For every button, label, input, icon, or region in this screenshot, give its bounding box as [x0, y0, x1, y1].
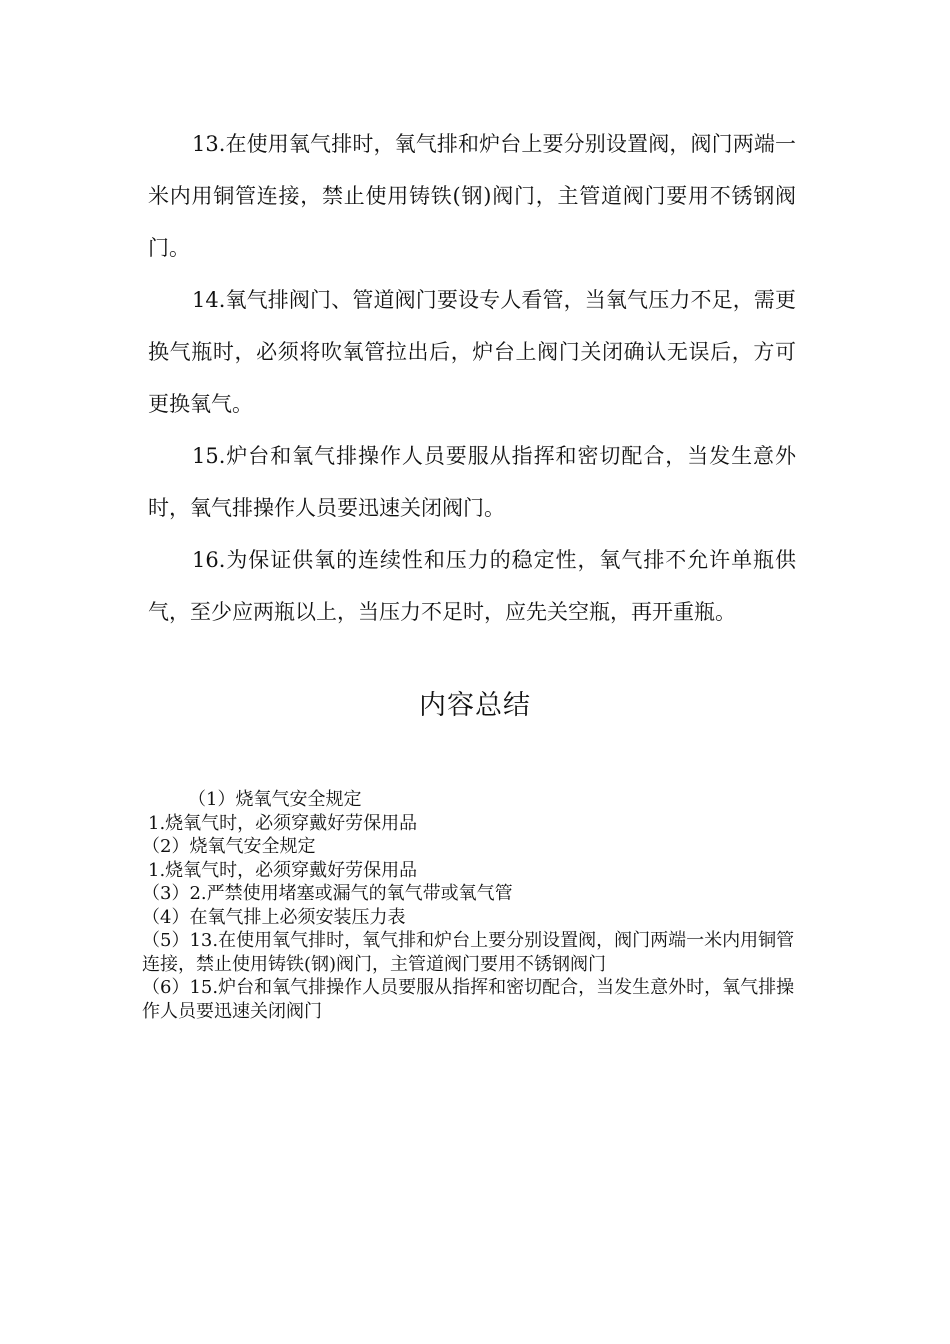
summary-item: （2）烧氧气安全规定: [142, 836, 316, 857]
summary-title: 内容总结: [419, 690, 531, 721]
paragraph-14: 14.氧气排阀门、管道阀门要设专人看管，当氧气压力不足，需更换气瓶时，必须将吹氧管拉出后，炉台上阀门关闭确认无误后，方可更换氧气。: [148, 288, 796, 416]
summary-list: [142, 788, 796, 1023]
summary-item: （5）13.在使用氧气排时，氧气排和炉台上要分别设置阀，阀门两端一米内用铜管连接，禁止使用铸铁(钢)阀门，主管道阀门要用不锈钢阀门: [142, 930, 795, 975]
summary-item: （3）2.严禁使用堵塞或漏气的氧气带或氧气管: [142, 883, 513, 904]
paragraph-13: 13.在使用氧气排时，氧气排和炉台上要分别设置阀，阀门两端一米内用铜管连接，禁止使用铸铁(钢)阀门，主管道阀门要用不锈钢阀门。: [148, 132, 796, 260]
summary-item: 1.烧氧气时，必须穿戴好劳保用品: [148, 859, 418, 881]
summary-item: （4）在氧气排上必须安装压力表: [142, 906, 406, 928]
body-text: [148, 118, 796, 638]
summary-item: 1.烧氧气时，必须穿戴好劳保用品: [148, 812, 418, 834]
summary-item: （6）15.炉台和氧气排操作人员要服从指挥和密切配合，当发生意外时，氧气排操作人员要迅速关闭阀门: [142, 977, 795, 1022]
paragraph-15: 15.炉台和氧气排操作人员要服从指挥和密切配合，当发生意外时，氧气排操作人员要迅速关闭阀门。: [148, 444, 796, 520]
summary-item: （1）烧氧气安全规定: [188, 789, 362, 810]
paragraph-16: 16.为保证供氧的连续性和压力的稳定性，氧气排不允许单瓶供气，至少应两瓶以上，当压力不足时，应先关空瓶，再开重瓶。: [148, 548, 796, 624]
